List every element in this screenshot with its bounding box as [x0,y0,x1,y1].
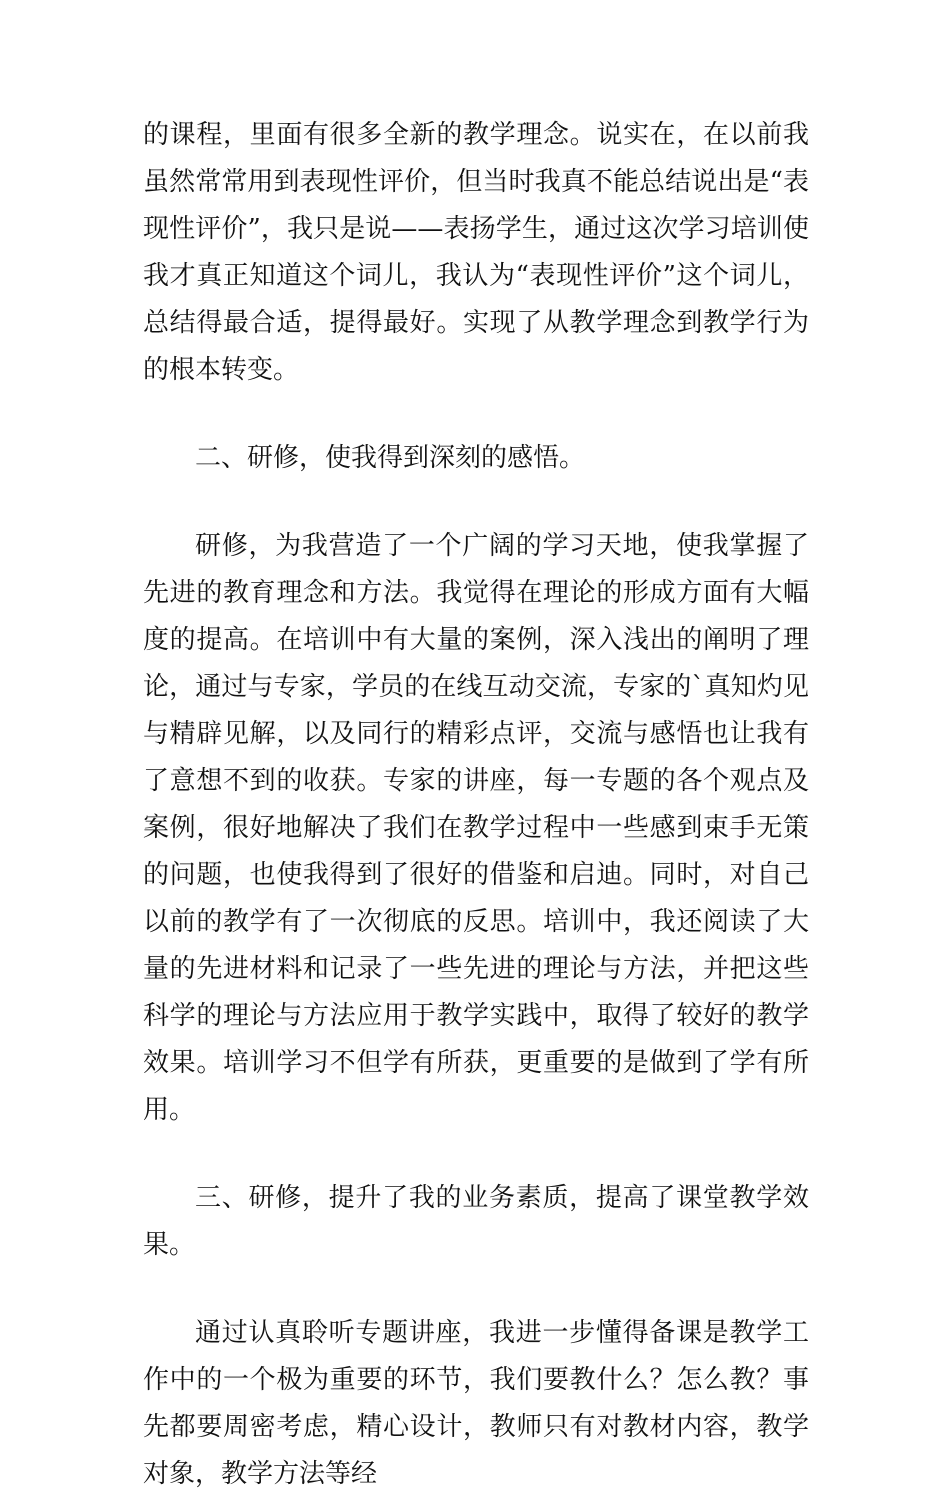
paragraph-section-three: 通过认真聆听专题讲座，我进一步懂得备课是教学工作中的一个极为重要的环节，我们要教什么？怎么教？事先都要周密考虑，精心设计，教师只有对教材内容，教学对象，教学方法等经 [143,1318,809,1489]
section-heading-three: 三、研修，提升了我的业务素质，提高了课堂教学效果。 [143,1183,809,1260]
section-heading-two: 二、研修，使我得到深刻的感悟。 [195,443,586,473]
paragraph-section-two: 研修，为我营造了一个广阔的学习天地，使我掌握了先进的教育理念和方法。我觉得在理论的形成方面有大幅度的提高。在培训中有大量的案例，深入浅出的阐明了理论，通过与专家，学员的在线互动交流，专家的`真知灼见与精辟见解，以及同行的精彩点评，交流与感悟也让我有了意想不到的收获。专家的讲座，每一专题的各个观点及案例，很好地解决了我们在教学过程中一些感到束手无策的问题，也使我得到了很好的借鉴和启迪。同时，对自己以前的教学有了一次彻底的反思。培训中，我还阅读了大量的先进材料和记录了一些先进的理论与方法，并把这些科学的理论与方法应用于教学实践中，取得了较好的教学效果。培训学习不但学有所获，更重要的是做到了学有所用。 [143,531,809,1125]
paragraph-continued-intro: 的课程，里面有很多全新的教学理念。说实在，在以前我虽然常常用到表现性评价，但当时我真不能总结说出是“表现性评价”，我只是说——表扬学生，通过这次学习培训使我才真正知道这个词儿，我认为“表现性评价”这个词儿，总结得最合适，提得最好。实现了从教学理念到教学行为的根本转变。 [143,120,809,385]
document-body [143,112,809,1498]
